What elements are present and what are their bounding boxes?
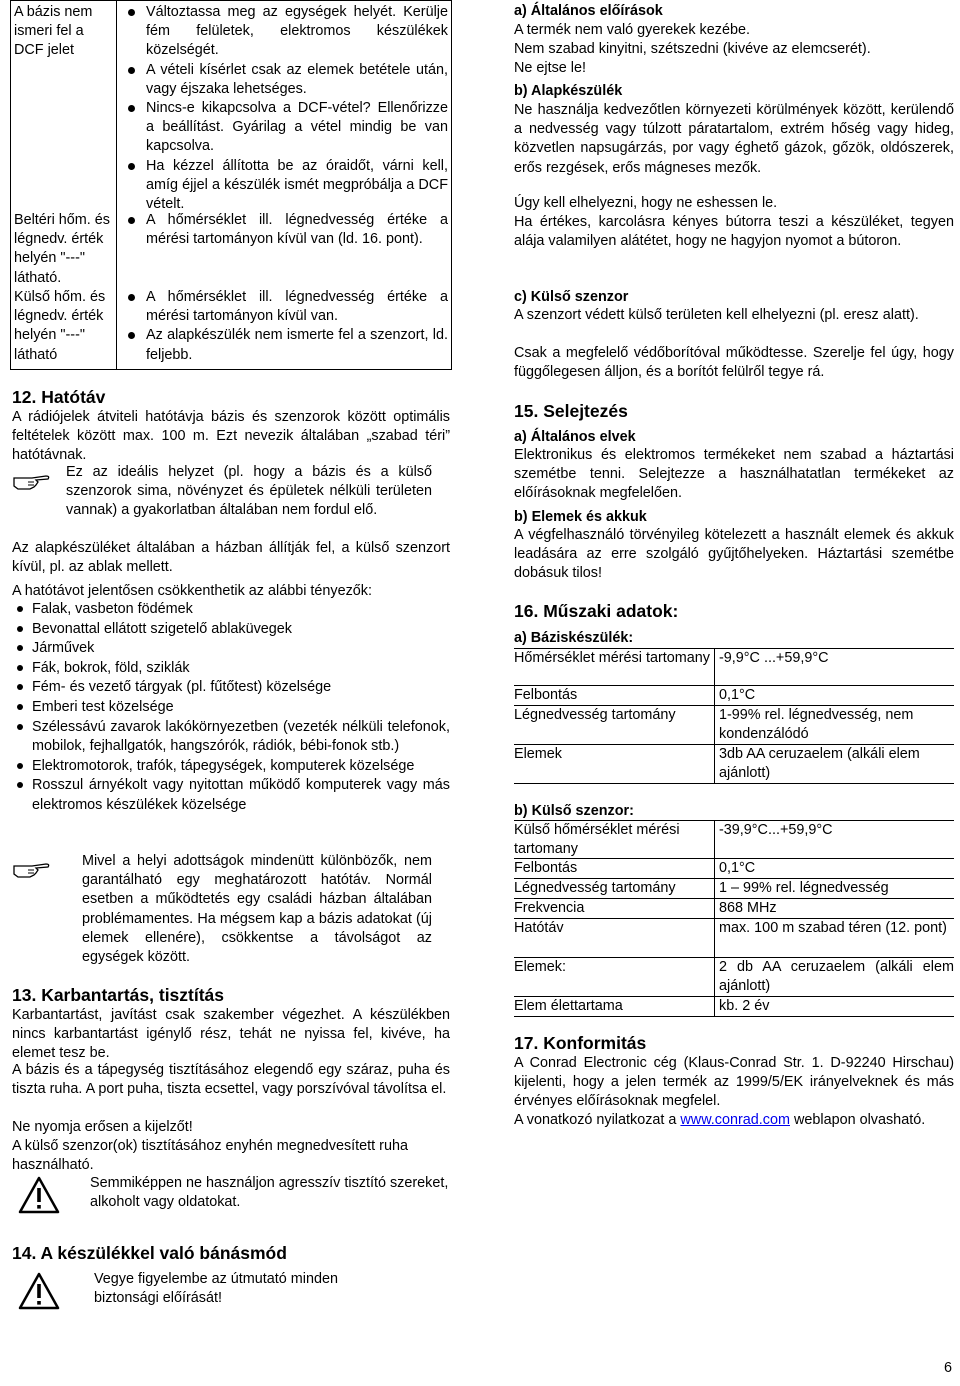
conformity-p2 (514, 1111, 954, 1130)
list-item: Emberi test közelsége (12, 698, 450, 718)
table-row (514, 648, 954, 686)
warning-icon (18, 1176, 60, 1214)
table-row (514, 820, 954, 859)
list-item: Falak, vasbeton födémek (12, 600, 450, 620)
spec-label: Elemek: (514, 959, 566, 975)
specs-base-title: a) Báziskészülék: (514, 630, 634, 646)
specs-title: 16. Műszaki adatok: (514, 601, 679, 621)
maintenance-p2: A bázis és a tápegység tisztításához elegendő egy száraz, puha és tiszta ruha. A port puha, tiszta ecsettel, vagy porszívóval távolítsa el. (12, 1062, 450, 1098)
spec-value: 1-99% rel. légnedvesség, nem kondenzálódó (714, 706, 954, 744)
maintenance-warning: Semmiképpen ne használjon agresszív tisztító szereket, alkoholt vagy oldatokat. (90, 1175, 449, 1211)
spec-value: 1 – 99% rel. légnedvesség (714, 879, 954, 898)
handling-title: 14. A készülékkel való bánásmód (12, 1243, 287, 1263)
table-row (514, 997, 954, 1017)
general-rule-2: Nem szabad kinyitni, szétszedni (kivéve az elemcserét). (514, 41, 871, 57)
table-row (514, 859, 954, 879)
range-p3: A hatótávot jelentősen csökkenthetik az alábbi tényezők: (12, 583, 372, 599)
spec-value: max. 100 m szabad téren (12. pont) (714, 919, 954, 957)
troubleshooting-table (10, 0, 452, 370)
list-item: Fák, bokrok, föld, sziklák (12, 659, 450, 679)
spec-label: Felbontás (514, 687, 578, 703)
spec-label: Hőmérséklet mérési tartomany (514, 650, 710, 666)
table-row (514, 706, 954, 745)
range-note-guarantee: Mivel a helyi adottságok mindenütt különbözők, nem garantálható egy meghatározott hatótáv. Normál esetben a működtetés egy családi házban általában problémamentes. Ha mégsem kap a bázis adatokat (új elemek ellenére), csökkentse a távolságot az egységek között. (82, 853, 432, 966)
specs-sensor-title: b) Külső szenzor: (514, 803, 634, 819)
outdoor-sensor-title: c) Külső szenzor (514, 289, 629, 305)
table-row (514, 919, 954, 958)
disposal-title: 15. Selejtezés (514, 401, 628, 421)
list-item: A vételi kísérlet csak az elemek betétele után, vagy éjszaka lehetséges. (124, 61, 448, 99)
spec-value: 2 db AA ceruzaelem (alkáli elem ajánlott) (714, 958, 954, 996)
spec-value: -9,9°C ...+59,9°C (714, 649, 954, 685)
table-row (514, 686, 954, 706)
disposal-batteries-title: b) Elemek és akkuk (514, 509, 647, 525)
maintenance-p3: Ne nyomja erősen a kijelzőt! (12, 1119, 193, 1135)
list-item: A hőmérséklet ill. légnedvesség értéke a mérési tartományon kívül van. (124, 288, 448, 326)
range-p2: Az alapkészüléket általában a házban állítják fel, a külső szenzort kívül, pl. az ablak mellett. (12, 540, 450, 576)
symptom-indoor: Beltéri hőm. és légnedv. érték helyén "---" látható. (14, 212, 110, 286)
base-unit-title: b) Alapkészülék (514, 83, 623, 99)
list-item: Nincs-e kikapcsolva a DCF-vétel? Ellenőrizze a beállítást. Gyárilag a vétel mindig be van kapcsolva. (124, 99, 448, 157)
spec-value: 3db AA ceruzaelem (alkáli elem ajánlott) (714, 745, 954, 783)
conformity-p1: A Conrad Electronic cég (Klaus-Conrad Str. 1. D-92240 Hirschau) kijelenti, hogy a jelen termék az 1999/5/EK irányelveknek és más érvényes előírásoknak megfelel. (514, 1055, 954, 1110)
list-item: Ha kézzel állította be az óraidőt, várni kell, amíg éjjel a készülék ismét megpróbálja a DCF vételt. (124, 157, 448, 215)
conrad-website-link[interactable]: www.conrad.com (680, 1112, 790, 1128)
base-unit-p1: Ne használja kedvezőtlen környezeti körülmények között, kerülendő a nedvesség vagy túlzott páratartalom, extrém hőség vagy hideg, közvetlen napsugárzás, por vagy éghető gázok, gőzök, oldószerek, erős rezgések, erős mágneses mezők. (514, 102, 954, 176)
spec-label: Légnedvesség tartomány (514, 880, 676, 896)
specs-base-table (514, 648, 954, 784)
spec-label: Elem élettartama (514, 998, 623, 1014)
spec-value: 0,1°C (714, 686, 954, 705)
disposal-general-title: a) Általános elvek (514, 429, 636, 445)
remedies-indoor (124, 211, 448, 249)
pointing-hand-icon (12, 858, 52, 880)
list-item: Rosszul árnyékolt vagy nyitottan működő komputerek vagy más elektromos készülékek közelsége (12, 776, 450, 815)
table-row (514, 745, 954, 784)
outdoor-sensor-p2: Csak a megfelelő védőborítóval működtesse. Szerelje fel úgy, hogy függőlegesen álljon, és a borítót felülről tegye rá. (514, 345, 954, 381)
spec-value: -39,9°C...+59,9°C (714, 821, 954, 858)
general-rule-1: A termék nem való gyerekek kezébe. (514, 22, 750, 38)
maintenance-p1: Karbantartást, javítást csak szakember végezhet. A készülékben nincs karbantartást igénylő rész, tehát ne nyissa fel, kivéve, ha elemet tesz be. (12, 1007, 450, 1062)
spec-label: Frekvencia (514, 900, 585, 916)
spec-label: Külső hőmérséklet mérési tartomany (514, 822, 680, 858)
range-note-ideal: Ez az ideális helyzet (pl. hogy a bázis és a külső szenzorok sima, növényzet és épületek nélküli területen vannak) a gyakorlatban általában nem fordul elő. (66, 464, 432, 519)
warning-icon (18, 1272, 60, 1310)
spec-label: Légnedvesség tartomány (514, 707, 676, 723)
page-number: 6 (943, 1359, 952, 1376)
range-factors (12, 600, 450, 816)
spec-value: kb. 2 év (714, 997, 954, 1016)
conformity-title: 17. Konformitás (514, 1033, 647, 1053)
list-item: Járművek (12, 639, 450, 659)
range-title: 12. Hatótáv (12, 387, 106, 407)
symptom-outdoor: Külső hőm. és légnedv. érték helyén "---" látható (14, 289, 106, 363)
base-unit-p2: Úgy kell elhelyezni, hogy ne eshessen le. (514, 195, 778, 211)
spec-label: Hatótáv (514, 920, 564, 936)
pointing-hand-icon (12, 470, 52, 492)
spec-label: Elemek (514, 746, 562, 762)
table-row (514, 958, 954, 997)
list-item: Az alapkészülék nem ismerte fel a szenzort, ld. feljebb. (124, 326, 448, 364)
general-rules-title: a) Általános előírások (514, 3, 663, 19)
disposal-batteries-text: A végfelhasználó törvényileg kötelezett a használt elemek és akkuk leadására az erre szolgáló gyűjtőhelyeken. Háztartási szemétbe dobásuk tilos! (514, 527, 954, 582)
table-divider (116, 1, 117, 369)
specs-sensor-table (514, 820, 954, 1017)
base-unit-p3: Ha értékes, karcolásra kényes bútorra teszi a készüléket, tegyen alája valamilyen alátétet, hogy ne hagyjon nyomot a bútoron. (514, 214, 954, 250)
remedies-dcf (124, 3, 448, 214)
conformity-p2-after: weblapon olvasható. (793, 1112, 926, 1128)
list-item: Elektromotorok, trafók, tápegységek, komputerek közelsége (12, 757, 450, 777)
maintenance-title: 13. Karbantartás, tisztítás (12, 985, 225, 1005)
list-item: Szélessávú zavarok lakókörnyezetben (vezeték nélküli telefonok, mobilok, fejhallgatók, hangszórók, rádiók, bébi-fonok stb.) (12, 718, 450, 757)
disposal-general-text: Elektronikus és elektromos termékeket nem szabad a háztartási szemétbe tenni. Selejtezze a használhatatlan termékeket az előírásoknak megfelelően. (514, 447, 954, 502)
handling-warning: Vegye figyelembe az útmutató minden biztonsági előírását! (94, 1271, 338, 1307)
spec-value: 868 MHz (714, 899, 954, 918)
list-item: Bevonattal ellátott szigetelő ablaküvegek (12, 620, 450, 640)
outdoor-sensor-p1: A szenzort védett külső területen kell elhelyezni (pl. eresz alatt). (514, 307, 919, 323)
list-item: A hőmérséklet ill. légnedvesség értéke a mérési tartományon kívül van (ld. 16. pont). (124, 211, 448, 249)
conformity-p2-before: A vonatkozó nyilatkozat a (514, 1112, 677, 1128)
maintenance-p4: A külső szenzor(ok) tisztításához enyhén megnedvesített ruha használható. (12, 1138, 408, 1174)
table-row (514, 879, 954, 899)
symptom-dcf: A bázis nem ismeri fel a DCF jelet (14, 4, 93, 59)
spec-label: Felbontás (514, 860, 578, 876)
general-rule-3: Ne ejtse le! (514, 60, 586, 76)
list-item: Változtassa meg az egységek helyét. Kerülje fém felületek, elektromos készülékek közelségét. (124, 3, 448, 61)
remedies-outdoor (124, 288, 448, 365)
spec-value: 0,1°C (714, 859, 954, 878)
table-row (514, 899, 954, 919)
list-item: Fém- és vezető tárgyak (pl. fűtőtest) közelsége (12, 678, 450, 698)
range-intro: A rádiójelek átviteli hatótávja bázis és szenzorok között optimális feltételek között max. 100 m. Ezt nevezik általában „szabad téri” hatótávnak. (12, 409, 450, 464)
